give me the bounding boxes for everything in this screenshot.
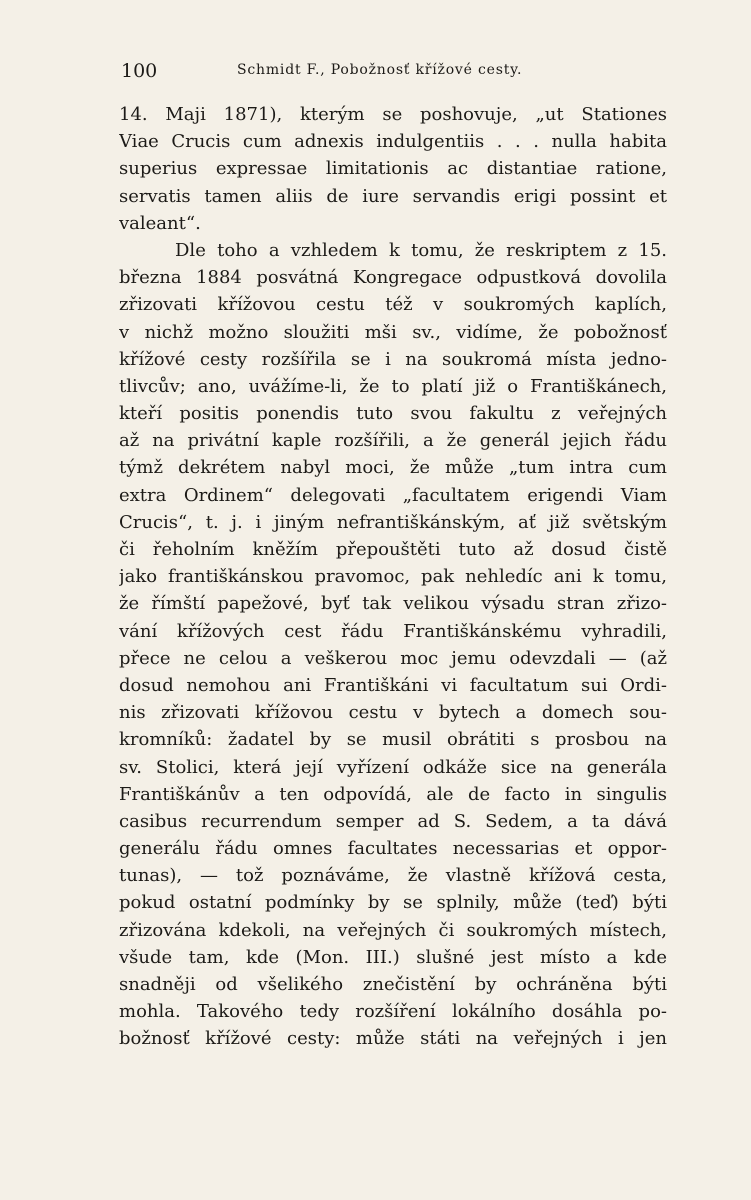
text-line: Františkánův a ten odpovídá, ale de facto in singulis (119, 783, 667, 805)
text-line: Crucis“, t. j. i jiným nefrantiškánským, ať již světským (119, 511, 667, 533)
text-line: týmž dekrétem nabyl moci, že může „tum intra cum (119, 457, 667, 479)
text-line: zřizována kdekoli, na veřejných či soukromých místech, (119, 919, 667, 941)
text-line: tlivcův; ano, uvážíme-li, že to platí již o Františkánech, (119, 375, 667, 397)
text-line: jako františkánskou pravomoc, pak nehledíc ani k tomu, (119, 566, 667, 588)
text-line: snadněji od všelikého znečistění by ochráněna býti (119, 974, 667, 995)
text-line: 14. Maji 1871), kterým se poshovuje, „ut Stationes (119, 104, 667, 125)
text-line: valeant“. (119, 212, 201, 234)
text-line: tunas), — tož poznáváme, že vlastně křížová cesta, (119, 865, 667, 887)
text-line: extra Ordinem“ delegovati „facultatem erigendi Viam (119, 484, 667, 506)
text-line: nis zřizovati křížovou cestu v bytech a domech sou- (119, 702, 667, 724)
text-line: že římští papežové, byť tak velikou výsadu stran zřizo- (119, 593, 667, 615)
text-line: mohla. Takového tedy rozšíření lokálního dosáhla po- (119, 1001, 667, 1023)
text-line: v nichž možno sloužiti mši sv., vidíme, že pobožnosť (119, 321, 667, 343)
text-line: superius expressae limitationis ac distantiae ratione, (119, 158, 667, 180)
text-line: až na privátní kaple rozšířili, a že generál jejich řádu (119, 430, 667, 452)
paragraph-first-line: Dle toho a vzhledem k tomu, že reskriptem z 15. (175, 239, 667, 261)
text-line: kteří positis ponendis tuto svou fakultu z veřejných (119, 403, 667, 425)
text-line: Viae Crucis cum adnexis indulgentiis . . . nulla habita (119, 131, 667, 153)
text-line: kromníků: žadatel by se musil obrátiti s prosbou na (119, 729, 667, 751)
running-head: Schmidt F., Pobožnosť křížové cesty. (237, 62, 523, 78)
text-line: pokud ostatní podmínky by se splnily, může (teď) býti (119, 892, 667, 914)
text-line: či řeholním kněžím přepouštěti tuto až dosud čistě (119, 539, 667, 560)
text-line: vání křížových cest řádu Františkánskému vyhradili, (119, 620, 667, 642)
text-line: zřizovati křížovou cestu též v soukromých kaplích, (119, 294, 667, 316)
text-line: března 1884 posvátná Kongregace odpustková dovolila (119, 267, 667, 289)
text-line: křížové cesty rozšířila se i na soukromá místa jedno- (119, 348, 667, 370)
text-line: sv. Stolici, která její vyřízení odkáže sice na generála (119, 756, 667, 778)
page-header (121, 60, 681, 90)
text-line: přece ne celou a veškerou moc jemu odevzdali — (až (119, 647, 667, 669)
page-number: 100 (121, 60, 158, 82)
text-line: casibus recurrendum semper ad S. Sedem, a ta dává (119, 810, 667, 832)
text-line: všude tam, kde (Mon. III.) slušné jest místo a kde (119, 946, 667, 968)
text-line: servatis tamen aliis de iure servandis erigi possint et (119, 185, 667, 207)
text-line: generálu řádu omnes facultates necessarias et oppor- (119, 838, 667, 860)
text-line: božnosť křížové cesty: může státi na veřejných i jen (119, 1028, 667, 1050)
body-text (119, 101, 667, 1053)
text-line: dosud nemohou ani Františkáni vi facultatum sui Ordi- (119, 674, 667, 696)
